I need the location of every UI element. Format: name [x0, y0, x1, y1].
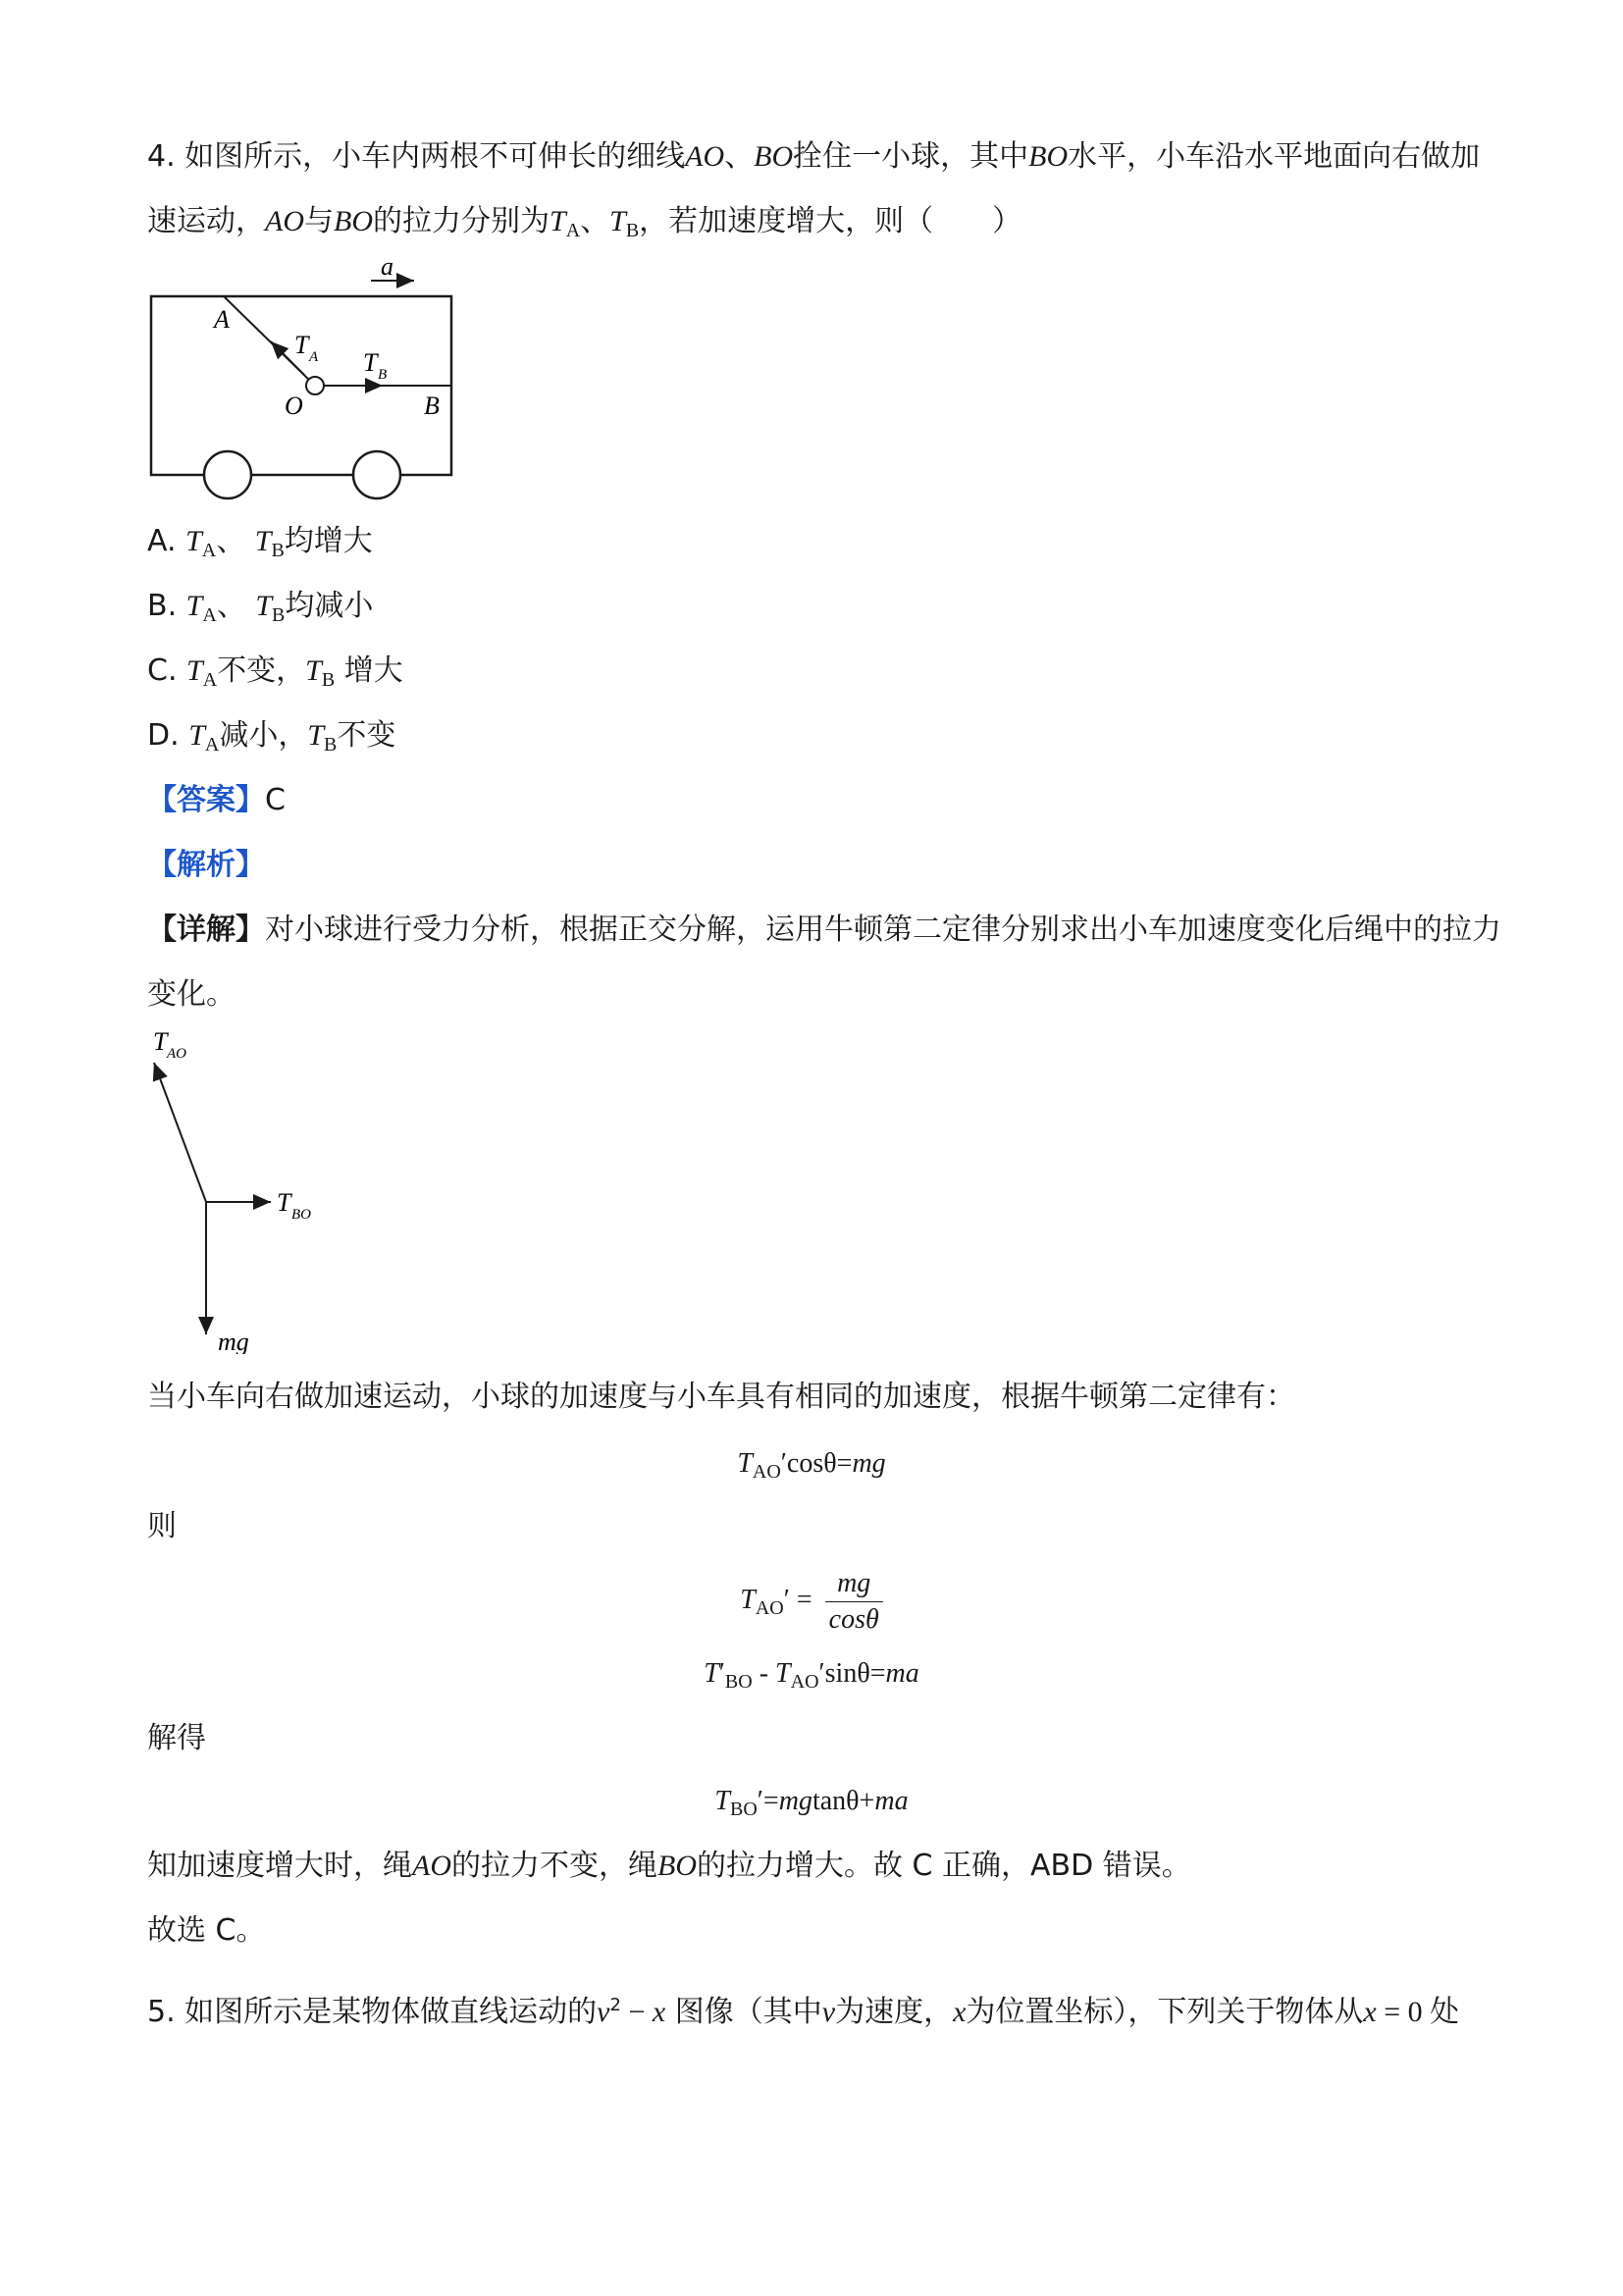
- body-paragraph-1: 当小车向右做加速运动，小球的加速度与小车具有相同的加速度，根据牛顿第二定律有：: [147, 1380, 1295, 1414]
- answer-tag: 【答案】: [147, 783, 265, 817]
- force-mg-label: mg: [218, 1328, 249, 1354]
- question-4-line-2: 速运动，AO与BO的拉力分别为$T_A$、$T_B$，若加速度增大，则（ ）: [147, 204, 1022, 241]
- tension-a-label: T: [294, 331, 309, 359]
- point-a-label: A: [214, 305, 230, 334]
- tension-b-label: T: [363, 348, 378, 377]
- option-a: A. $T_A$、 $T_B$均增大: [147, 524, 373, 561]
- force-tao-sub: AO: [167, 1046, 186, 1062]
- equation-2: $T_{AO}'$ = $\frac{mg}{\cos\theta}$: [0, 1566, 1623, 1638]
- question-5-line-1: 5. 如图所示是某物体做直线运动的$v^2 - x$ 图像（其中v为速度，x为位置坐标），下列关于物体从x = 0 处: [147, 1995, 1460, 2029]
- point-o-label: O: [285, 391, 303, 420]
- force-diagram: [137, 1020, 373, 1354]
- option-c: C. $T_A$不变，$T_B$ 增大: [147, 653, 403, 691]
- final-choice-line: 故选 C。: [147, 1913, 266, 1948]
- cart-figure: [137, 245, 471, 510]
- detail-tag: 【详解】: [147, 913, 265, 947]
- answer-value: C: [265, 783, 286, 817]
- force-tbo-label: T: [277, 1188, 291, 1217]
- force-tao-label: T: [153, 1027, 168, 1056]
- equation-1: $T_{AO}'\cos\theta=mg$: [737, 1448, 886, 1483]
- tension-a-sub: A: [309, 349, 319, 365]
- answer-line: [147, 781, 286, 820]
- analysis-line: [147, 846, 265, 885]
- tension-b-sub: B: [378, 367, 388, 383]
- acceleration-label: a: [381, 252, 393, 281]
- equation-3: $T'_{BO} - T_{AO}'\sin\theta=ma$: [704, 1658, 919, 1693]
- cart-wheel-right: [353, 451, 400, 498]
- then-label: 则: [147, 1509, 177, 1543]
- cart-wheel-left: [204, 451, 251, 498]
- option-b: B. $T_A$、 $T_B$均减小: [147, 589, 374, 626]
- equation-4: $T_{BO}'=mgtan\theta+ma$: [714, 1786, 909, 1820]
- conclusion-line: 知加速度增大时，绳AO的拉力不变，绳BO的拉力增大。故 C 正确，ABD 错误。: [147, 1849, 1191, 1883]
- solve-label: 解得: [147, 1721, 206, 1755]
- equation-2-fraction: $\frac{mg}{\cos\theta}$: [825, 1566, 883, 1638]
- detail-line-1: 【详解】对小球进行受力分析，根据正交分解，运用牛顿第二定律分别求出小车加速度变化后绳中的拉力: [147, 913, 1501, 947]
- ball: [306, 377, 324, 394]
- force-tao-arrow: [154, 1063, 206, 1202]
- question-4-line-1: 4. 如图所示，小车内两根不可伸长的细线AO、BO拴住一小球，其中BO水平，小车沿水平地面向右做加: [147, 139, 1481, 174]
- point-b-label: B: [424, 391, 440, 420]
- option-d: D. $T_A$减小，$T_B$不变: [147, 718, 396, 756]
- analysis-tag: 【解析】: [147, 848, 265, 882]
- detail-line-2: 变化。: [147, 977, 236, 1012]
- force-tbo-sub: BO: [291, 1207, 311, 1223]
